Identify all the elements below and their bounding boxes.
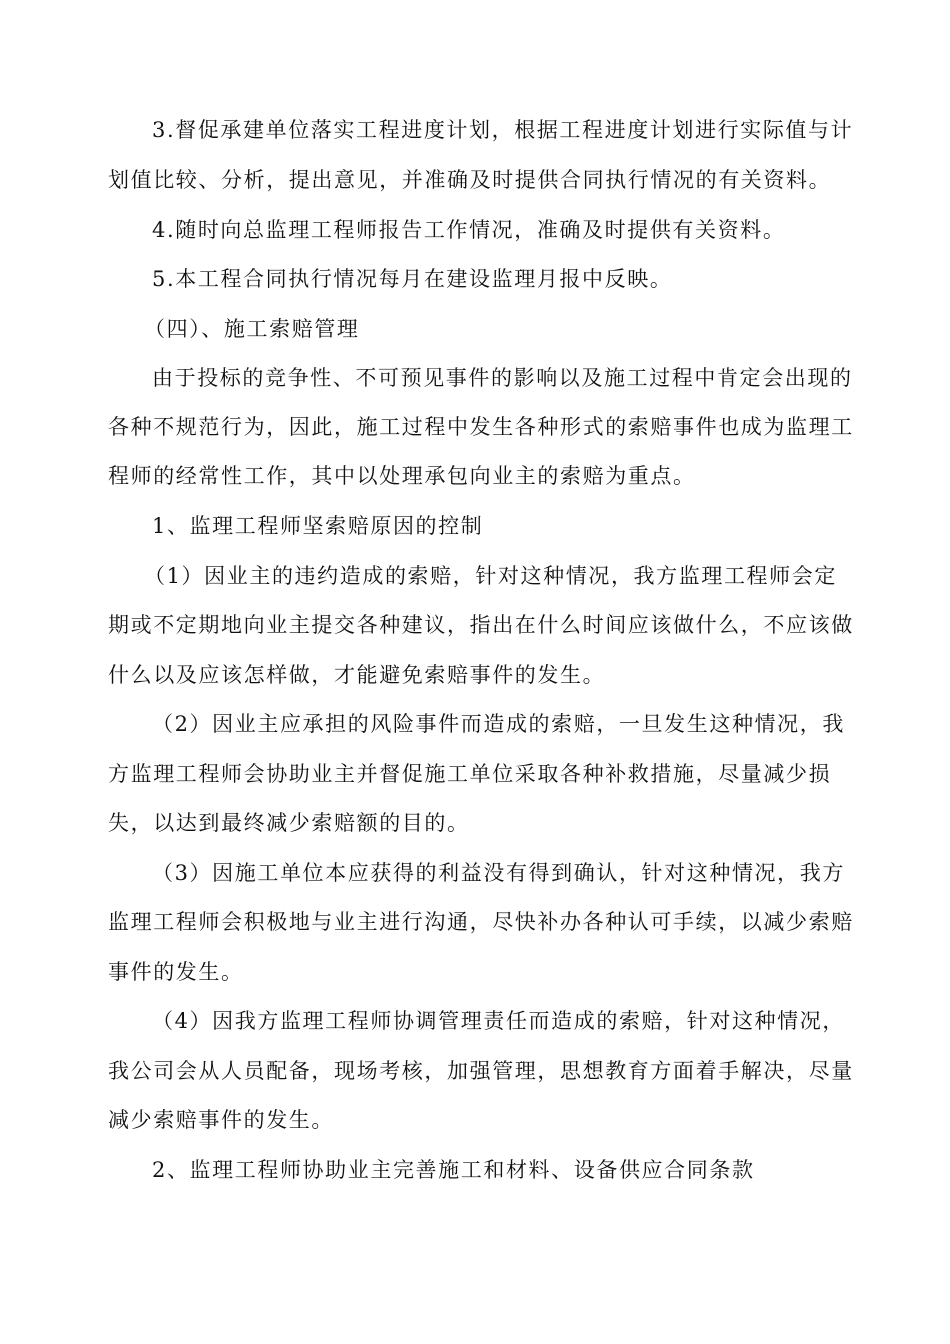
text-line: 事件的发生。 <box>108 960 244 984</box>
text-line: 我公司会从人员配备，现场考核，加强管理，思想教育方面着手解决，尽量 <box>108 1059 854 1083</box>
text-line: 程师的经常性工作，其中以处理承包向业主的索赔为重点。 <box>108 464 696 488</box>
text-line: 5.本工程合同执行情况每月在建设监理月报中反映。 <box>152 267 673 291</box>
subsection-heading: 1、监理工程师坚索赔原因的控制 <box>152 514 484 538</box>
text-line: 划值比较、分析，提出意见，并准确及时提供合同执行情况的有关资料。 <box>108 168 832 192</box>
subsection-heading: 2、监理工程师协助业主完善施工和材料、设备供应合同条款 <box>152 1158 755 1182</box>
text-line: （2）因业主应承担的风险事件而造成的索赔，一旦发生这种情况，我 <box>152 712 845 736</box>
text-line: （4）因我方监理工程师协调管理责任而造成的索赔，针对这种情况， <box>152 1009 845 1033</box>
text-line: 失，以达到最终减少索赔额的目的。 <box>108 811 470 835</box>
text-line: 由于投标的竞争性、不可预见事件的影响以及施工过程中肯定会出现的 <box>152 366 853 390</box>
text-line: 什么以及应该怎样做，才能避免索赔事件的发生。 <box>108 663 606 687</box>
text-line: （1）因业主的违约造成的索赔，针对这种情况，我方监理工程师会定 <box>144 564 837 588</box>
text-line: 方监理工程师会协助业主并督促施工单位采取各种补救措施，尽量减少损 <box>108 762 832 786</box>
section-heading: （四）、施工索赔管理 <box>144 317 360 341</box>
text-line: 监理工程师会积极地与业主进行沟通，尽快补办各种认可手续，以减少索赔 <box>108 910 854 934</box>
text-line: 期或不定期地向业主提交各种建议，指出在什么时间应该做什么，不应该做 <box>108 613 854 637</box>
text-line: 3.督促承建单位落实工程进度计划，根据工程进度计划进行实际值与计 <box>152 118 854 142</box>
text-line: （3）因施工单位本应获得的利益没有得到确认，针对这种情况，我方 <box>152 861 845 885</box>
text-line: 4.随时向总监理工程师报告工作情况，准确及时提供有关资料。 <box>152 218 786 242</box>
text-line: 各种不规范行为，因此，施工过程中发生各种形式的索赔事件也成为监理工 <box>108 415 854 439</box>
text-line: 减少索赔事件的发生。 <box>108 1108 334 1132</box>
